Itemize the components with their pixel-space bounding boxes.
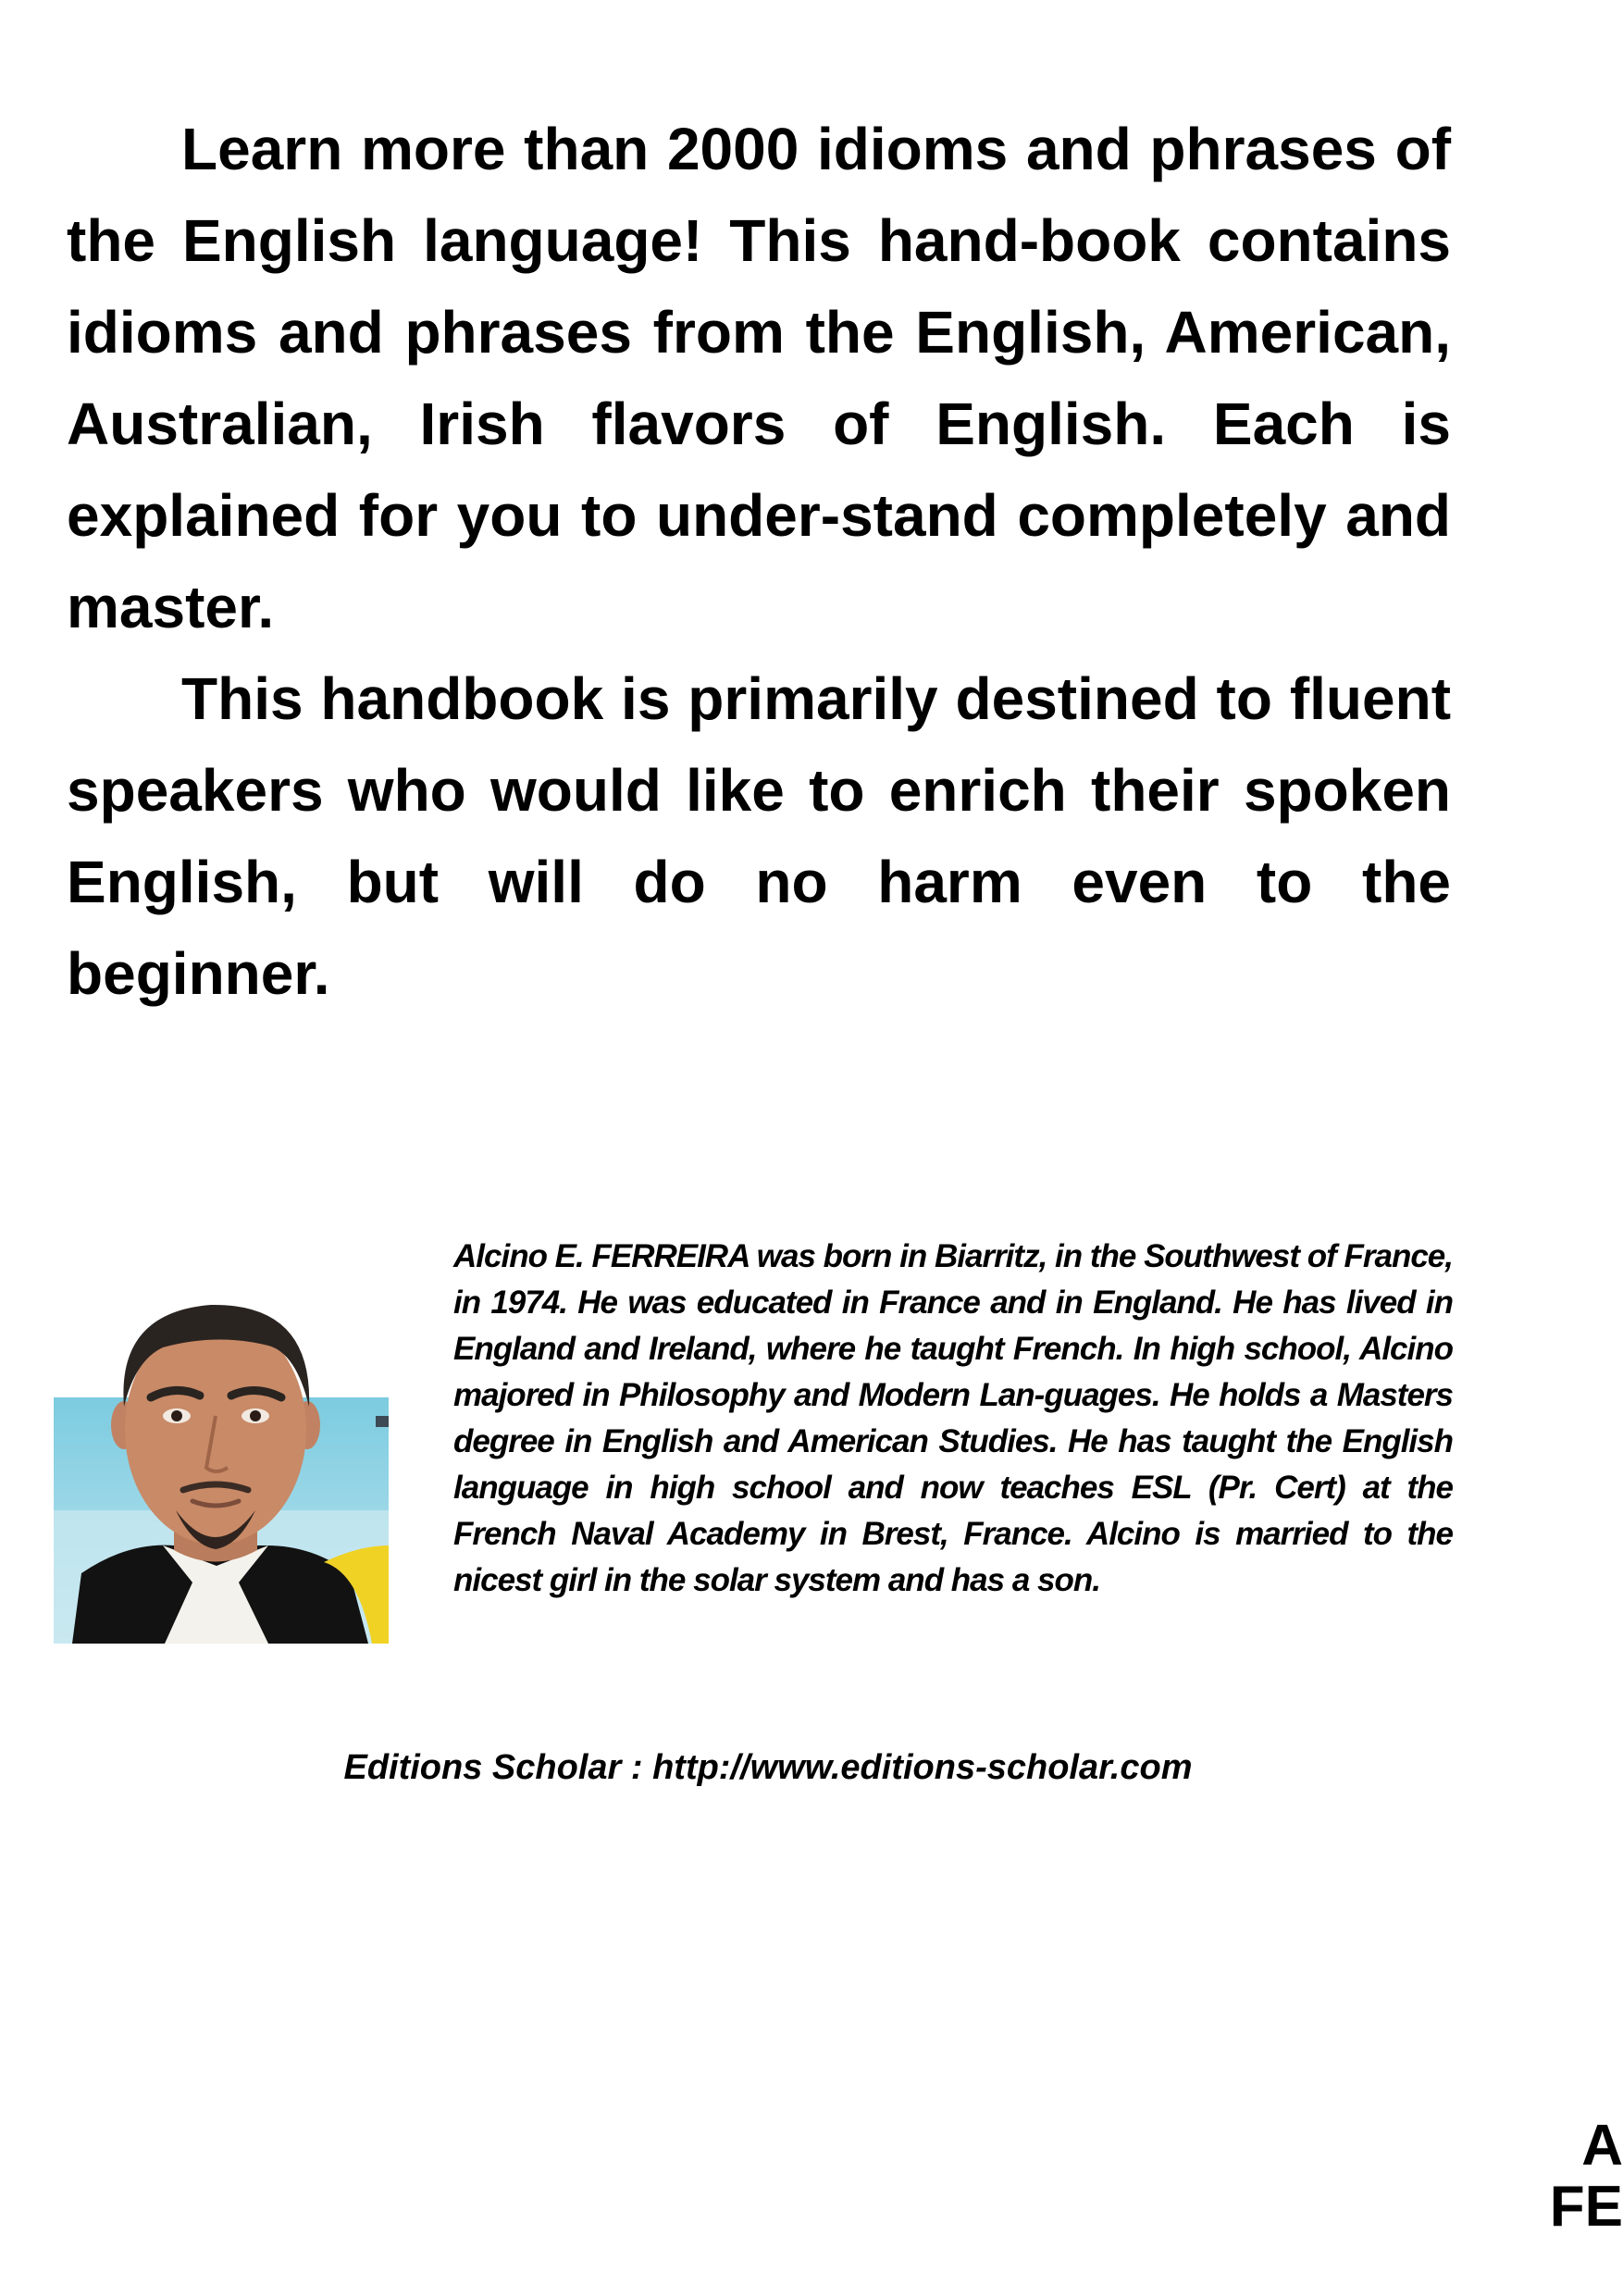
spine-author-line: A: [1581, 2114, 1623, 2178]
author-photo: [54, 1268, 389, 1644]
back-cover-blurb: [67, 104, 1451, 1020]
book-spine: [1549, 0, 1623, 2296]
spine-author: [1550, 2116, 1623, 2238]
blurb-paragraph: Learn more than 2000 idioms and phrases of the English language! This hand-book contains idioms and phrases from the English, American, Australian, Irish flavors of English. Each is explained for you to under-stand completely and master.: [67, 116, 1451, 640]
spine-author-line: FE: [1549, 2175, 1623, 2239]
author-portrait-icon: [54, 1268, 389, 1644]
blurb-paragraph: This handbook is primarily destined to fluent speakers who would like to enrich their spoken English, but will do no harm even to the beginner.: [67, 665, 1451, 1007]
author-bio: Alcino E. FERREIRA was born in Biarritz, in the Southwest of France, in 1974. He was educated in France and in England. He has lived in England and Ireland, where he taught French. In high school, Alcino majored in Philosophy and Modern Lan-guages. He holds a Masters degree in English and American Studies. He has taught the English language in high school and now teaches ESL (Pr. Cert) at the French Naval Academy in Brest, France. Alcino is married to the nicest girl in the solar system and has a son.: [453, 1238, 1453, 1598]
publisher-line: Editions Scholar : http://www.editions-scholar.com: [343, 1748, 1193, 1787]
